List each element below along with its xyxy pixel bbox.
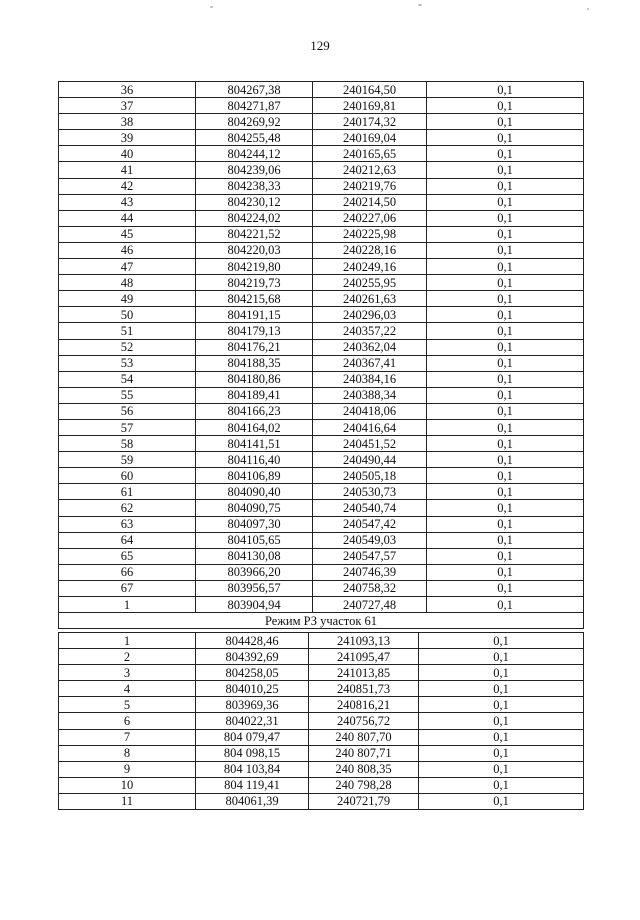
- x-coordinate-cell: 804244,12: [196, 146, 313, 162]
- table-row: [59, 146, 584, 162]
- table-row: [59, 697, 584, 713]
- point-number-cell: 11: [59, 793, 196, 809]
- y-coordinate-cell: 240727,48: [313, 597, 427, 613]
- y-coordinate-cell: 240228,16: [313, 242, 427, 258]
- x-coordinate-cell: 804230,12: [196, 194, 313, 210]
- scan-speck: [418, 4, 422, 6]
- accuracy-cell: 0,1: [419, 777, 584, 793]
- x-coordinate-cell: 804 119,41: [196, 777, 309, 793]
- table-row: [59, 777, 584, 793]
- table-row: [59, 484, 584, 500]
- table-row: [59, 548, 584, 564]
- x-coordinate-cell: 804022,31: [196, 713, 309, 729]
- point-number-cell: 9: [59, 761, 196, 777]
- table-row: [59, 114, 584, 130]
- table-row: [59, 178, 584, 194]
- y-coordinate-cell: 240367,41: [313, 355, 427, 371]
- point-number-cell: 36: [59, 82, 196, 98]
- table-row: [59, 98, 584, 114]
- x-coordinate-cell: 803956,57: [196, 580, 313, 596]
- point-number-cell: 10: [59, 777, 196, 793]
- x-coordinate-cell: 804428,46: [196, 633, 309, 649]
- y-coordinate-cell: 240388,34: [313, 387, 427, 403]
- point-number-cell: 54: [59, 371, 196, 387]
- x-coordinate-cell: 804238,33: [196, 178, 313, 194]
- x-coordinate-cell: 804271,87: [196, 98, 313, 114]
- x-coordinate-cell: 804188,35: [196, 355, 313, 371]
- x-coordinate-cell: 804090,75: [196, 500, 313, 516]
- point-number-cell: 59: [59, 452, 196, 468]
- x-coordinate-cell: 804176,21: [196, 339, 313, 355]
- point-number-cell: 41: [59, 162, 196, 178]
- accuracy-cell: 0,1: [427, 564, 584, 580]
- table-row: [59, 564, 584, 580]
- x-coordinate-cell: 804180,86: [196, 371, 313, 387]
- y-coordinate-cell: 240214,50: [313, 194, 427, 210]
- point-number-cell: 45: [59, 226, 196, 242]
- point-number-cell: 65: [59, 548, 196, 564]
- point-number-cell: 6: [59, 713, 196, 729]
- table-row: [59, 633, 584, 649]
- x-coordinate-cell: 804220,03: [196, 242, 313, 258]
- y-coordinate-cell: 240 807,70: [309, 729, 419, 745]
- y-coordinate-cell: 240296,03: [313, 307, 427, 323]
- table-row: [59, 371, 584, 387]
- point-number-cell: 43: [59, 194, 196, 210]
- table-row: [59, 665, 584, 681]
- point-number-cell: 63: [59, 516, 196, 532]
- y-coordinate-cell: 240174,32: [313, 114, 427, 130]
- point-number-cell: 51: [59, 323, 196, 339]
- y-coordinate-cell: 240164,50: [313, 82, 427, 98]
- point-number-cell: 44: [59, 210, 196, 226]
- y-coordinate-cell: 240165,65: [313, 146, 427, 162]
- x-coordinate-cell: 804255,48: [196, 130, 313, 146]
- point-number-cell: 55: [59, 387, 196, 403]
- y-coordinate-cell: 240540,74: [313, 500, 427, 516]
- y-coordinate-cell: 240418,06: [313, 403, 427, 419]
- x-coordinate-cell: 803904,94: [196, 597, 313, 613]
- accuracy-cell: 0,1: [427, 194, 584, 210]
- table-row: [59, 82, 584, 98]
- table-row: [59, 580, 584, 596]
- x-coordinate-cell: 804219,80: [196, 259, 313, 275]
- accuracy-cell: 0,1: [419, 793, 584, 809]
- x-coordinate-cell: 804164,02: [196, 419, 313, 435]
- x-coordinate-cell: 804116,40: [196, 452, 313, 468]
- accuracy-cell: 0,1: [427, 580, 584, 596]
- accuracy-cell: 0,1: [427, 500, 584, 516]
- point-number-cell: 58: [59, 436, 196, 452]
- table-row: [59, 387, 584, 403]
- coordinates-table-upper: [58, 81, 584, 629]
- y-coordinate-cell: 240384,16: [313, 371, 427, 387]
- y-coordinate-cell: 240 807,71: [309, 745, 419, 761]
- point-number-cell: 67: [59, 580, 196, 596]
- point-number-cell: 57: [59, 419, 196, 435]
- x-coordinate-cell: 804061,39: [196, 793, 309, 809]
- y-coordinate-cell: 240549,03: [313, 532, 427, 548]
- point-number-cell: 37: [59, 98, 196, 114]
- point-number-cell: 7: [59, 729, 196, 745]
- point-number-cell: 42: [59, 178, 196, 194]
- table-row: [59, 745, 584, 761]
- table-row: [59, 516, 584, 532]
- point-number-cell: 52: [59, 339, 196, 355]
- table-row: [59, 291, 584, 307]
- x-coordinate-cell: 803966,20: [196, 564, 313, 580]
- table-row: [59, 681, 584, 697]
- accuracy-cell: 0,1: [427, 82, 584, 98]
- accuracy-cell: 0,1: [419, 761, 584, 777]
- point-number-cell: 53: [59, 355, 196, 371]
- y-coordinate-cell: 241095,47: [309, 649, 419, 665]
- point-number-cell: 56: [59, 403, 196, 419]
- section-heading: Режим РЗ участок 61: [59, 613, 584, 629]
- accuracy-cell: 0,1: [427, 307, 584, 323]
- y-coordinate-cell: 240 798,28: [309, 777, 419, 793]
- y-coordinate-cell: 240547,57: [313, 548, 427, 564]
- table-row: [59, 713, 584, 729]
- table-row: [59, 761, 584, 777]
- accuracy-cell: 0,1: [427, 436, 584, 452]
- table-row: [59, 649, 584, 665]
- y-coordinate-cell: 240219,76: [313, 178, 427, 194]
- x-coordinate-cell: 804267,38: [196, 82, 313, 98]
- y-coordinate-cell: 240721,79: [309, 793, 419, 809]
- y-coordinate-cell: 240225,98: [313, 226, 427, 242]
- accuracy-cell: 0,1: [427, 371, 584, 387]
- x-coordinate-cell: 804130,08: [196, 548, 313, 564]
- table-row: [59, 500, 584, 516]
- accuracy-cell: 0,1: [419, 633, 584, 649]
- y-coordinate-cell: 240362,04: [313, 339, 427, 355]
- point-number-cell: 38: [59, 114, 196, 130]
- table-row: [59, 403, 584, 419]
- x-coordinate-cell: 804106,89: [196, 468, 313, 484]
- table-row: [59, 793, 584, 809]
- x-coordinate-cell: 804105,65: [196, 532, 313, 548]
- table-row: [59, 355, 584, 371]
- y-coordinate-cell: 240357,22: [313, 323, 427, 339]
- x-coordinate-cell: 804191,15: [196, 307, 313, 323]
- y-coordinate-cell: 240227,06: [313, 210, 427, 226]
- y-coordinate-cell: 240816,21: [309, 697, 419, 713]
- accuracy-cell: 0,1: [427, 452, 584, 468]
- x-coordinate-cell: 804 103,84: [196, 761, 309, 777]
- point-number-cell: 4: [59, 681, 196, 697]
- point-number-cell: 47: [59, 259, 196, 275]
- coordinates-table-lower: [58, 632, 584, 810]
- table-row: [59, 436, 584, 452]
- x-coordinate-cell: 804090,40: [196, 484, 313, 500]
- table-row: [59, 226, 584, 242]
- point-number-cell: 62: [59, 500, 196, 516]
- table-row: [59, 307, 584, 323]
- accuracy-cell: 0,1: [419, 713, 584, 729]
- y-coordinate-cell: 240756,72: [309, 713, 419, 729]
- y-coordinate-cell: 240212,63: [313, 162, 427, 178]
- table-row: [59, 259, 584, 275]
- x-coordinate-cell: 804215,68: [196, 291, 313, 307]
- x-coordinate-cell: 803969,36: [196, 697, 309, 713]
- point-number-cell: 64: [59, 532, 196, 548]
- x-coordinate-cell: 804 098,15: [196, 745, 309, 761]
- point-number-cell: 2: [59, 649, 196, 665]
- point-number-cell: 66: [59, 564, 196, 580]
- table-row: [59, 242, 584, 258]
- x-coordinate-cell: 804179,13: [196, 323, 313, 339]
- accuracy-cell: 0,1: [427, 339, 584, 355]
- point-number-cell: 49: [59, 291, 196, 307]
- x-coordinate-cell: 804392,69: [196, 649, 309, 665]
- accuracy-cell: 0,1: [419, 665, 584, 681]
- accuracy-cell: 0,1: [427, 275, 584, 291]
- y-coordinate-cell: 240746,39: [313, 564, 427, 580]
- point-number-cell: 1: [59, 633, 196, 649]
- table-row: [59, 468, 584, 484]
- point-number-cell: 40: [59, 146, 196, 162]
- table-row: [59, 194, 584, 210]
- table-row: [59, 162, 584, 178]
- x-coordinate-cell: 804 079,47: [196, 729, 309, 745]
- point-number-cell: 8: [59, 745, 196, 761]
- accuracy-cell: 0,1: [419, 681, 584, 697]
- accuracy-cell: 0,1: [427, 178, 584, 194]
- x-coordinate-cell: 804097,30: [196, 516, 313, 532]
- point-number-cell: 5: [59, 697, 196, 713]
- table-row: [59, 275, 584, 291]
- point-number-cell: 46: [59, 242, 196, 258]
- table-row: [59, 210, 584, 226]
- accuracy-cell: 0,1: [427, 468, 584, 484]
- accuracy-cell: 0,1: [419, 649, 584, 665]
- y-coordinate-cell: 240255,95: [313, 275, 427, 291]
- point-number-cell: 39: [59, 130, 196, 146]
- accuracy-cell: 0,1: [427, 323, 584, 339]
- accuracy-cell: 0,1: [427, 242, 584, 258]
- accuracy-cell: 0,1: [427, 114, 584, 130]
- accuracy-cell: 0,1: [427, 259, 584, 275]
- y-coordinate-cell: 240530,73: [313, 484, 427, 500]
- point-number-cell: 1: [59, 597, 196, 613]
- section-heading-row: [59, 613, 584, 629]
- x-coordinate-cell: 804239,06: [196, 162, 313, 178]
- y-coordinate-cell: 241093,13: [309, 633, 419, 649]
- y-coordinate-cell: 240851,73: [309, 681, 419, 697]
- table-row: [59, 323, 584, 339]
- accuracy-cell: 0,1: [427, 98, 584, 114]
- x-coordinate-cell: 804166,23: [196, 403, 313, 419]
- accuracy-cell: 0,1: [427, 146, 584, 162]
- point-number-cell: 3: [59, 665, 196, 681]
- table-row: [59, 419, 584, 435]
- table-row: [59, 339, 584, 355]
- y-coordinate-cell: 240451,52: [313, 436, 427, 452]
- y-coordinate-cell: 241013,85: [309, 665, 419, 681]
- accuracy-cell: 0,1: [427, 210, 584, 226]
- accuracy-cell: 0,1: [427, 403, 584, 419]
- accuracy-cell: 0,1: [427, 419, 584, 435]
- page-number: 129: [310, 38, 330, 53]
- accuracy-cell: 0,1: [427, 597, 584, 613]
- table-row: [59, 729, 584, 745]
- point-number-cell: 50: [59, 307, 196, 323]
- x-coordinate-cell: 804224,02: [196, 210, 313, 226]
- table-row: [59, 532, 584, 548]
- y-coordinate-cell: 240169,04: [313, 130, 427, 146]
- y-coordinate-cell: 240249,16: [313, 259, 427, 275]
- table-row: [59, 597, 584, 613]
- y-coordinate-cell: 240169,81: [313, 98, 427, 114]
- point-number-cell: 61: [59, 484, 196, 500]
- y-coordinate-cell: 240547,42: [313, 516, 427, 532]
- y-coordinate-cell: 240505,18: [313, 468, 427, 484]
- y-coordinate-cell: 240490,44: [313, 452, 427, 468]
- accuracy-cell: 0,1: [427, 532, 584, 548]
- accuracy-cell: 0,1: [427, 130, 584, 146]
- table-row: [59, 452, 584, 468]
- accuracy-cell: 0,1: [419, 745, 584, 761]
- x-coordinate-cell: 804189,41: [196, 387, 313, 403]
- scan-speck: [210, 6, 213, 8]
- accuracy-cell: 0,1: [427, 226, 584, 242]
- point-number-cell: 48: [59, 275, 196, 291]
- scan-speck: [587, 8, 589, 10]
- accuracy-cell: 0,1: [427, 162, 584, 178]
- accuracy-cell: 0,1: [427, 516, 584, 532]
- accuracy-cell: 0,1: [427, 548, 584, 564]
- x-coordinate-cell: 804219,73: [196, 275, 313, 291]
- y-coordinate-cell: 240 808,35: [309, 761, 419, 777]
- x-coordinate-cell: 804258,05: [196, 665, 309, 681]
- y-coordinate-cell: 240416,64: [313, 419, 427, 435]
- y-coordinate-cell: 240758,32: [313, 580, 427, 596]
- accuracy-cell: 0,1: [427, 291, 584, 307]
- x-coordinate-cell: 804269,92: [196, 114, 313, 130]
- accuracy-cell: 0,1: [419, 697, 584, 713]
- point-number-cell: 60: [59, 468, 196, 484]
- table-row: [59, 130, 584, 146]
- accuracy-cell: 0,1: [427, 355, 584, 371]
- accuracy-cell: 0,1: [419, 729, 584, 745]
- x-coordinate-cell: 804221,52: [196, 226, 313, 242]
- accuracy-cell: 0,1: [427, 387, 584, 403]
- accuracy-cell: 0,1: [427, 484, 584, 500]
- y-coordinate-cell: 240261,63: [313, 291, 427, 307]
- x-coordinate-cell: 804141,51: [196, 436, 313, 452]
- x-coordinate-cell: 804010,25: [196, 681, 309, 697]
